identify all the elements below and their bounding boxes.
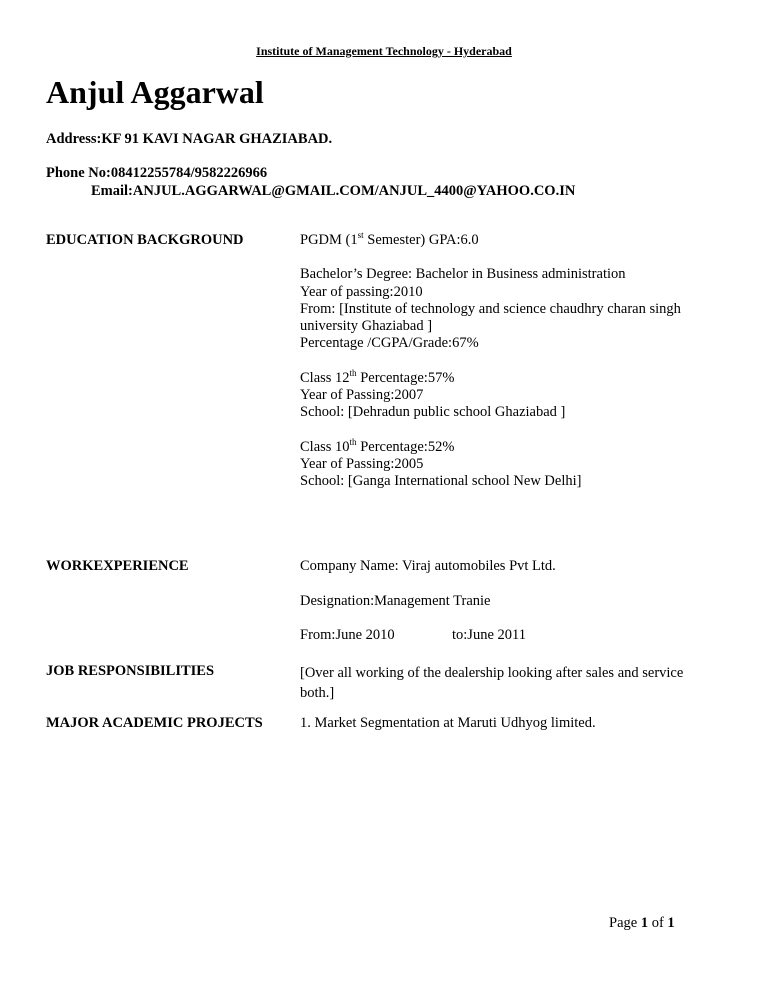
bachelor-institute: From: [Institute of technology and science chaudhry charan singh university Ghaziabad ] (300, 301, 681, 334)
class12-year: Year of Passing:2007 (300, 387, 424, 403)
bachelor-degree: Bachelor’s Degree: Bachelor in Business administration (300, 266, 626, 282)
candidate-name: Anjul Aggarwal (46, 74, 264, 110)
projects-heading: MAJOR ACADEMIC PROJECTS (46, 715, 263, 731)
education-heading: EDUCATION BACKGROUND (46, 232, 244, 248)
phone-line: Phone No:08412255784/9582226966 (46, 165, 268, 181)
project-item: 1. Market Segmentation at Maruti Udhyog limited. (300, 715, 596, 731)
page-number: Page 1 of 1 (609, 915, 675, 931)
institute-header: Institute of Management Technology - Hyderabad (256, 44, 512, 58)
address-line: Address:KF 91 KAVI NAGAR GHAZIABAD. (46, 131, 333, 147)
work-heading: WORKEXPERIENCE (46, 558, 189, 574)
class12-school: School: [Dehradun public school Ghaziabad ] (300, 404, 566, 420)
bachelor-grade: Percentage /CGPA/Grade:67% (300, 335, 479, 351)
job-description: [Over all working of the dealership looking after sales and service both.] (300, 665, 684, 701)
email-line: Email:ANJUL.AGGARWAL@GMAIL.COM/ANJUL_4400@YAHOO.CO.IN (91, 183, 576, 199)
class10-school: School: [Ganga International school New Delhi] (300, 473, 582, 489)
class10-percentage: Class 10th Percentage:52% (300, 437, 455, 455)
work-to-date: to:June 2011 (452, 627, 526, 643)
pgdm-line: PGDM (1st Semester) GPA:6.0 (300, 230, 479, 248)
work-from-date: From:June 2010 (300, 627, 395, 643)
job-heading: JOB RESPONSIBILITIES (46, 663, 215, 679)
bachelor-year: Year of passing:2010 (300, 284, 423, 300)
company-name: Company Name: Viraj automobiles Pvt Ltd. (300, 558, 556, 574)
class12-percentage: Class 12th Percentage:57% (300, 368, 455, 386)
designation: Designation:Management Tranie (300, 593, 491, 609)
class10-year: Year of Passing:2005 (300, 456, 424, 472)
